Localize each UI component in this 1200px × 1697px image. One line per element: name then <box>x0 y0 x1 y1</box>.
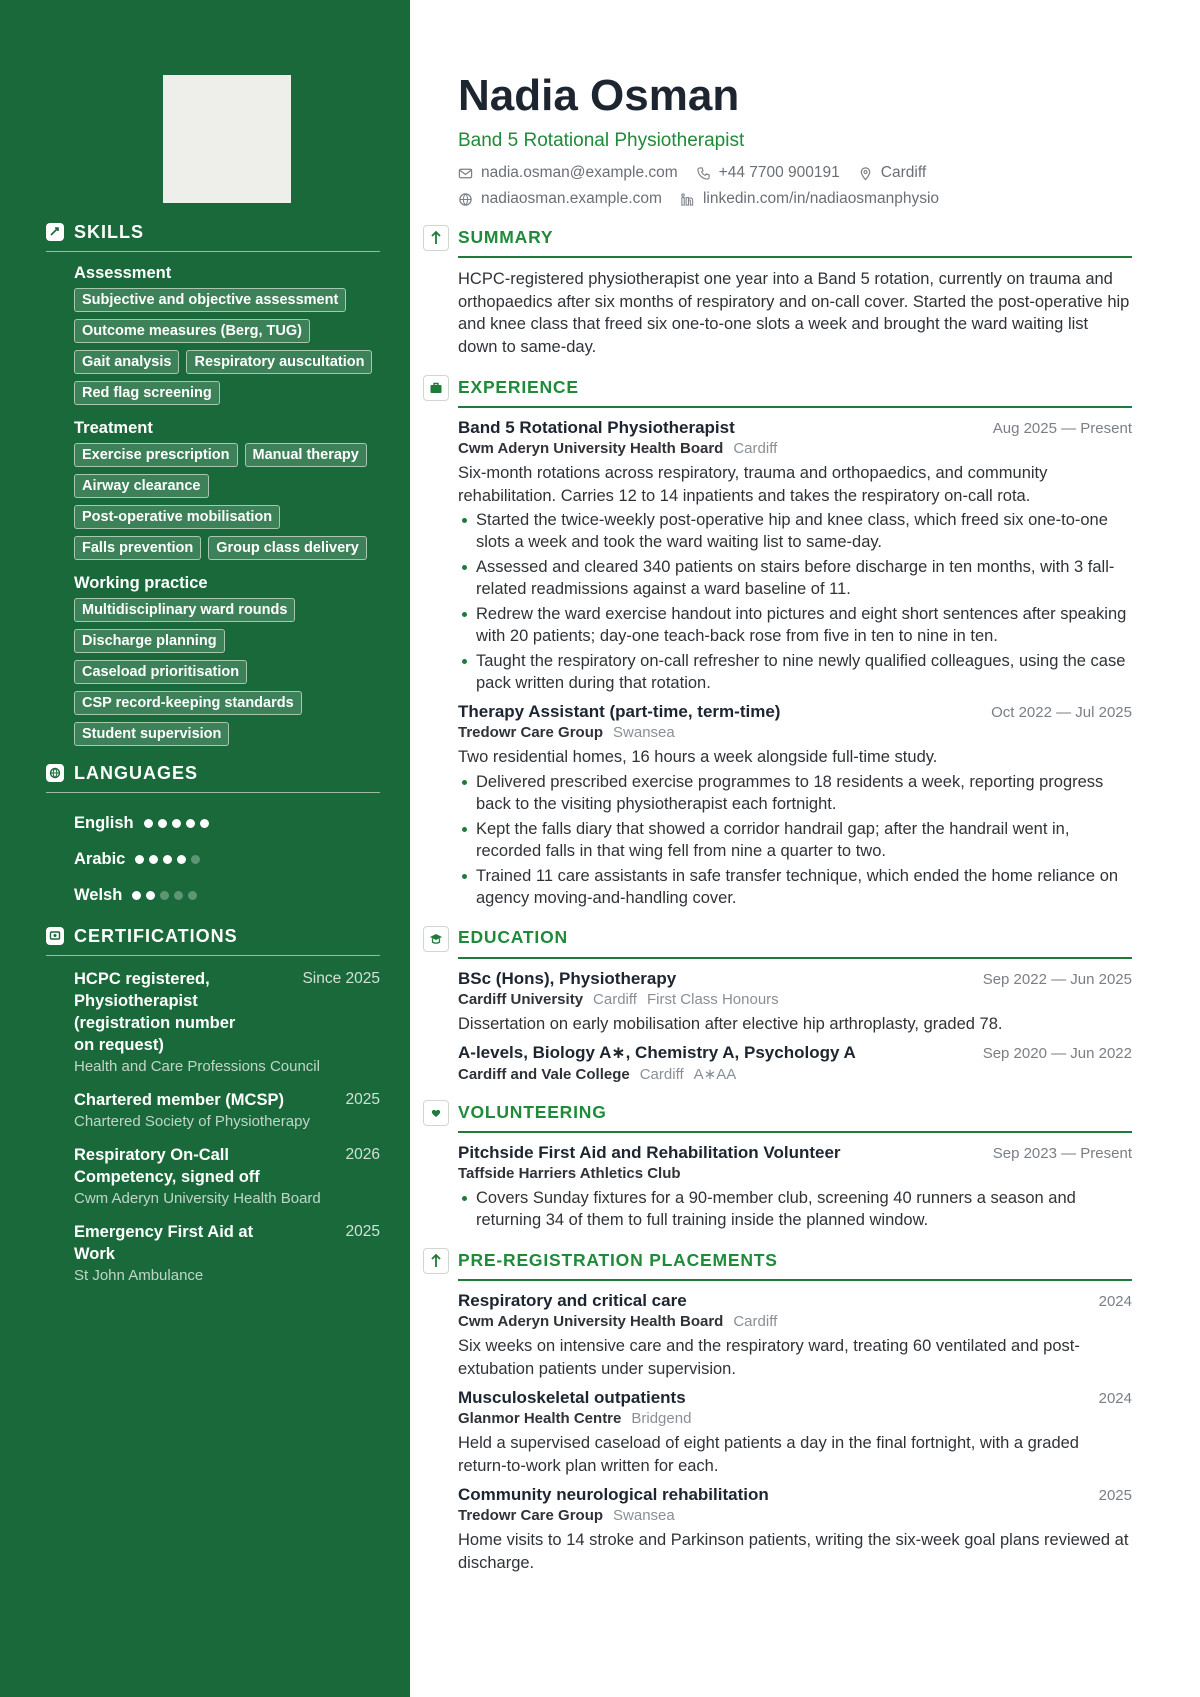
skill-tag: Gait analysis <box>74 350 179 374</box>
job-date: Aug 2025 — Present <box>992 420 1132 437</box>
skill-tag: Outcome measures (Berg, TUG) <box>74 319 310 343</box>
certification-date: 2026 <box>345 1146 380 1163</box>
experience-heading <box>458 372 1132 408</box>
certification-issuer: St John Ambulance <box>74 1267 204 1284</box>
proficiency-dot <box>172 819 181 828</box>
location-text: Cardiff <box>880 164 927 181</box>
job-description: Two residential homes, 16 hours a week alongside full-time study. <box>458 748 938 766</box>
experience-section <box>458 372 1132 909</box>
skill-tag: Airway clearance <box>74 474 209 498</box>
job-location: Swansea <box>613 724 675 741</box>
placement-description: Held a supervised caseload of eight patients a day in the final fortnight, with a graded return-to-work plan written for each. <box>458 1434 1079 1475</box>
bullet-item: Trained 11 care assistants in safe transfer technique, which ended the home reliance on agency moving-and-handling cover. <box>458 865 1132 909</box>
education-location: Cardiff <box>593 990 637 1008</box>
language-list <box>46 805 380 913</box>
phone-text: +44 7700 900191 <box>718 164 840 181</box>
placement-description: Home visits to 14 stroke and Parkinson patients, writing the six-week goal plans reviewed at discharge. <box>458 1531 1129 1572</box>
skills-title: SKILLS <box>74 221 145 242</box>
skill-group-assessment <box>74 264 380 405</box>
proficiency-dot <box>174 891 183 900</box>
placement-entry <box>458 1485 1132 1574</box>
person-role: Band 5 Rotational Physiotherapist <box>458 130 745 151</box>
placement-organisation: Tredowr Care Group <box>458 1507 604 1524</box>
proficiency-dot <box>177 855 186 864</box>
placement-organisation: Cwm Aderyn University Health Board <box>458 1313 724 1330</box>
job-title: Band 5 Rotational Physiotherapist <box>458 418 735 437</box>
proficiency-dot <box>200 819 209 828</box>
summary-text: HCPC-registered physiotherapist one year into a Band 5 rotation, currently on trauma and orthopaedics after six months of respiratory and on-call cover. Started the post-operative hip and knee class that freed six one-to-one slots a week and brought the ward waiting list down to same-day. <box>458 270 1130 356</box>
placement-location: Cardiff <box>733 1313 778 1330</box>
certifications-section <box>46 923 380 1284</box>
skills-heading <box>46 219 380 252</box>
certification-name: Chartered member (MCSP) <box>74 1091 284 1109</box>
email-link[interactable] <box>458 164 678 182</box>
volunteer-organisation: Taffside Harriers Athletics Club <box>458 1165 681 1182</box>
languages-section <box>46 760 380 913</box>
mail-icon <box>458 166 473 181</box>
skill-tag: Manual therapy <box>245 443 367 467</box>
certification-item <box>74 1089 380 1130</box>
skills-section <box>46 219 380 746</box>
skill-tag: CSP record-keeping standards <box>74 691 302 715</box>
bullet-item: Delivered prescribed exercise programmes to 18 residents a week, reporting progress back to the visiting physiotherapist each fortnight. <box>458 771 1132 815</box>
institution: Cardiff University <box>458 990 584 1008</box>
bullet-item: Assessed and cleared 340 patients on stairs before discharge in ten months, with 3 fall-related readmissions against a ward baseline of 11. <box>458 556 1132 600</box>
skill-tag: Falls prevention <box>74 536 201 560</box>
education-section <box>458 923 1132 1084</box>
language-name: Arabic <box>74 849 126 868</box>
job-description: Six-month rotations across respiratory, trauma and orthopaedics, and community rehabilitation. Carries 12 to 14 inpatients and takes the respiratory on-call rota. <box>458 464 1048 505</box>
volunteering-title: VOLUNTEERING <box>458 1101 607 1122</box>
certification-date: 2025 <box>345 1091 380 1108</box>
placement-date: 2024 <box>1098 1390 1132 1407</box>
skill-tag: Red flag screening <box>74 381 220 405</box>
experience-entry <box>458 418 1132 694</box>
volunteering-section <box>458 1097 1132 1231</box>
globe-icon <box>458 192 473 207</box>
education-heading <box>458 923 1132 959</box>
certification-item <box>74 1144 380 1207</box>
phone-icon <box>696 166 711 181</box>
volunteer-role: Pitchside First Aid and Rehabilitation Volunteer <box>458 1143 841 1162</box>
phone-link[interactable] <box>696 164 840 182</box>
profile-photo <box>163 75 291 203</box>
certification-date: 2025 <box>345 1223 380 1240</box>
proficiency-dot <box>135 855 144 864</box>
bullet-item: Started the twice-weekly post-operative hip and knee class, which freed six one-to-one slots a week and took the ward waiting list to same-day. <box>458 509 1132 553</box>
hand-heart-icon <box>423 1100 449 1126</box>
sidebar <box>0 0 410 1697</box>
proficiency-dot <box>158 819 167 828</box>
education-location: Cardiff <box>639 1066 684 1083</box>
certification-issuer: Health and Care Professions Council <box>74 1058 320 1075</box>
skill-tag: Post-operative mobilisation <box>74 505 280 529</box>
linkedin-text: linkedin.com/in/nadiaosmanphysio <box>702 190 940 207</box>
language-item <box>74 805 380 841</box>
education-entry <box>458 1043 1132 1083</box>
education-entry <box>458 969 1132 1036</box>
placement-location: Swansea <box>613 1507 675 1524</box>
skill-group-treatment <box>74 419 380 560</box>
education-date: Sep 2022 — Jun 2025 <box>982 970 1132 988</box>
certificate-icon <box>46 927 64 945</box>
skill-tag: Respiratory auscultation <box>186 350 372 374</box>
certification-item <box>74 1221 380 1284</box>
certification-issuer: Chartered Society of Physiotherapy <box>74 1113 310 1130</box>
summary-icon <box>423 225 449 251</box>
globe-icon <box>46 764 64 782</box>
certification-name: Emergency First Aid at Work <box>74 1223 254 1263</box>
bullet-item: Taught the respiratory on-call refresher to nine newly qualified colleagues, using the case pack written during that rotation. <box>458 650 1132 694</box>
bullet-item: Covers Sunday fixtures for a 90-member club, screening 40 runners a season and returning 34 of them to full training inside the planned window. <box>458 1187 1132 1231</box>
languages-title: LANGUAGES <box>74 762 199 783</box>
skill-tag: Exercise prescription <box>74 443 238 467</box>
skills-icon <box>46 223 64 241</box>
bullet-item: Kept the falls diary that showed a corridor handrail gap; after the handrail went in, recorded falls in that wing fell from nine a quarter to two. <box>458 818 1132 862</box>
skill-tag: Subjective and objective assessment <box>74 288 346 312</box>
placements-title: PRE-REGISTRATION PLACEMENTS <box>458 1249 778 1270</box>
sidebar-content <box>46 219 380 1298</box>
briefcase-icon <box>423 375 449 401</box>
proficiency-dot <box>146 891 155 900</box>
linkedin-link[interactable] <box>680 190 939 208</box>
summary-title: SUMMARY <box>458 226 554 247</box>
proficiency-dots <box>135 855 200 864</box>
website-text: nadiaosman.example.com <box>481 190 662 207</box>
skill-tag: Multidisciplinary ward rounds <box>74 598 295 622</box>
graduation-cap-icon <box>423 926 449 952</box>
linkedin-icon <box>680 192 695 207</box>
placement-title: Musculoskeletal outpatients <box>458 1388 686 1407</box>
certification-date: Since 2025 <box>302 970 380 987</box>
proficiency-dots <box>132 891 197 900</box>
placements-heading <box>458 1245 1132 1281</box>
placement-description: Six weeks on intensive care and the respiratory ward, treating 60 ventilated and post-extubation patients under supervision. <box>458 1337 1080 1378</box>
proficiency-dot <box>160 891 169 900</box>
volunteer-date: Sep 2023 — Present <box>992 1145 1132 1162</box>
language-name: Welsh <box>74 885 123 904</box>
website-link[interactable] <box>458 190 662 208</box>
placement-title: Respiratory and critical care <box>458 1291 687 1310</box>
proficiency-dot <box>186 819 195 828</box>
experience-entry <box>458 702 1132 909</box>
education-title: EDUCATION <box>458 927 568 947</box>
education-result: First Class Honours <box>646 990 779 1008</box>
education-date: Sep 2020 — Jun 2022 <box>982 1045 1132 1062</box>
certification-item <box>74 968 380 1075</box>
job-location: Cardiff <box>733 440 778 457</box>
skill-tag: Discharge planning <box>74 629 225 653</box>
certifications-title: CERTIFICATIONS <box>74 925 238 946</box>
placement-date: 2025 <box>1098 1487 1132 1504</box>
skill-tag: Caseload prioritisation <box>74 660 247 684</box>
placement-date: 2024 <box>1098 1293 1132 1310</box>
skill-group-working-practice <box>74 574 380 746</box>
degree-title: BSc (Hons), Physiotherapy <box>458 968 677 988</box>
skill-group-title: Treatment <box>74 419 153 437</box>
proficiency-dots <box>144 819 209 828</box>
education-description: Dissertation on early mobilisation after elective hip arthroplasty, graded 78. <box>458 1014 1003 1033</box>
summary-section <box>458 222 1132 358</box>
contact-info <box>458 160 1132 212</box>
placement-location: Bridgend <box>631 1410 692 1427</box>
placements-section <box>458 1245 1132 1574</box>
placements-icon <box>423 1248 449 1274</box>
languages-heading <box>46 760 380 793</box>
experience-title: EXPERIENCE <box>458 376 579 397</box>
placement-entry <box>458 1291 1132 1380</box>
location <box>858 164 926 182</box>
bullet-item: Redrew the ward exercise handout into pictures and eight short sentences after speaking with 20 patients; day-one teach-back rose from five in ten to nine in ten. <box>458 603 1132 647</box>
email-text: nadia.osman@example.com <box>481 164 678 181</box>
proficiency-dot <box>191 855 200 864</box>
main-content <box>458 68 1132 1582</box>
proficiency-dot <box>144 819 153 828</box>
degree-title: A-levels, Biology A∗, Chemistry A, Psychology A <box>458 1043 856 1062</box>
proficiency-dot <box>163 855 172 864</box>
skill-tag: Student supervision <box>74 722 229 746</box>
language-name: English <box>74 813 134 832</box>
placement-entry <box>458 1388 1132 1477</box>
proficiency-dot <box>188 891 197 900</box>
certification-name: Respiratory On-Call Competency, signed off <box>74 1146 260 1186</box>
certification-name: HCPC registered, Physiotherapist (registration number on request) <box>74 970 236 1054</box>
summary-heading <box>458 222 1132 258</box>
language-item <box>74 877 380 913</box>
job-date: Oct 2022 — Jul 2025 <box>991 704 1132 721</box>
person-name: Nadia Osman <box>458 71 740 120</box>
certifications-heading <box>46 923 380 956</box>
placement-organisation: Glanmor Health Centre <box>458 1410 622 1427</box>
language-item <box>74 841 380 877</box>
job-title: Therapy Assistant (part-time, term-time) <box>458 702 781 721</box>
skill-group-title: Working practice <box>74 574 208 592</box>
placement-title: Community neurological rehabilitation <box>458 1485 769 1504</box>
employer: Tredowr Care Group <box>458 724 604 741</box>
skill-group-title: Assessment <box>74 264 172 282</box>
certification-issuer: Cwm Aderyn University Health Board <box>74 1190 321 1207</box>
proficiency-dot <box>132 891 141 900</box>
skill-tag: Group class delivery <box>208 536 367 560</box>
institution: Cardiff and Vale College <box>458 1066 630 1083</box>
proficiency-dot <box>149 855 158 864</box>
volunteering-entry <box>458 1143 1132 1231</box>
volunteering-heading <box>458 1097 1132 1133</box>
map-pin-icon <box>858 166 873 181</box>
education-result: A∗AA <box>693 1066 737 1083</box>
employer: Cwm Aderyn University Health Board <box>458 440 724 457</box>
